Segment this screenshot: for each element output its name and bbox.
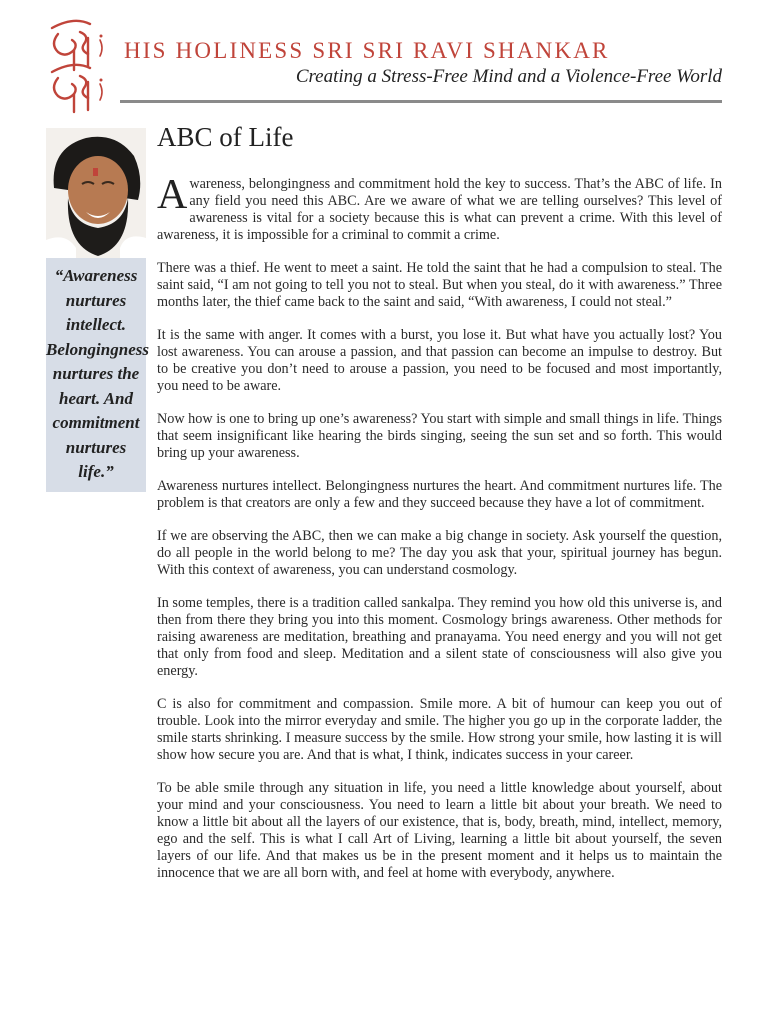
- paragraph-2: There was a thief. He went to meet a saint. He told the saint that he had a compulsion to steal. The saint said, “I am not going to tell you not to steal. But when you steal, do it with awareness.” Three months later, the thief came back to the saint and said, “With awareness, I could not steal.”: [157, 260, 722, 310]
- article-title: ABC of Life: [157, 122, 294, 152]
- paragraph-5: Awareness nurtures intellect. Belongingness nurtures the heart. And commitment nurtures life. The problem is that creators are only a few and they succeed because they have a lot of commitment.: [157, 478, 722, 511]
- sri-sri-monogram-icon: [44, 14, 116, 114]
- paragraph-3: It is the same with anger. It comes with a burst, you lose it. But what have you actually lost? You lost awareness. You can arouse a passion, and that passion can become an impulse to destroy. But to be creative you don’t need to arouse a passion, you need to be focused and most importantly, you need to be aware.: [157, 327, 722, 394]
- article-body: [157, 172, 722, 898]
- paragraph-9: To be able smile through any situation in life, you need a little knowledge about yourself, about your mind and your consciousness. You need to learn a little bit about your breath. We need to know a little bit about all the layers of our existence, that is, body, breath, mind, intellect, memory, ego and the self. This is what I call Art of Living, learning a little bit about yourself, the seven layers of our life. And that makes us be in the present moment and it helps us to maintain the innocence that we are all born with, and feel at home with everybody, anywhere.: [157, 780, 722, 881]
- paragraph-1-text: wareness, belongingness and commitment hold the key to success. That’s the ABC of life. In any field you need this ABC. Are we aware of what we are telling ourselves? This level of awareness is vital for a society because this is what can prevent a crime. With this level of awareness, it is impossible for a criminal to commit a crime.: [157, 176, 722, 243]
- drop-cap: A: [157, 172, 188, 218]
- paragraph-8: C is also for commitment and compassion. Smile more. A bit of humour can keep you out of trouble. Look into the mirror everyday and smile. The higher you go up in the corporate ladder, the smile starts shrinking. I measure success by the smile. How strong your smile, how lasting it is will show how secure you are. And that is what, I think, indicates success in your career.: [157, 696, 722, 763]
- paragraph-7: In some temples, there is a tradition called sankalpa. They remind you how old this universe is, and then from there they bring you into this moment. Cosmology brings awareness. Other methods for raising awareness are meditation, breathing and pranayama. You need energy and you will not get that only from food and sleep. Meditation and a silent state of consciousness will also give you energy.: [157, 595, 722, 679]
- author-portrait: [46, 128, 146, 258]
- paragraph-1: [157, 172, 722, 244]
- header-divider: [120, 100, 722, 103]
- paragraph-4: Now how is one to bring up one’s awareness? You start with simple and small things in life. Things that seem insignificant like hearing the birds singing, seeing the sun set and so forth. This would bring up your awareness.: [157, 411, 722, 461]
- paragraph-6: If we are observing the ABC, then we can make a big change in society. Ask yourself the question, do all people in the world belong to me? The day you ask that your, spiritual journey has begun. With this context of awareness, you can understand cosmology.: [157, 528, 722, 578]
- tagline: Creating a Stress-Free Mind and a Violence-Free World: [295, 66, 722, 87]
- org-name: HIS HOLINESS SRI SRI RAVI SHANKAR: [124, 38, 610, 63]
- pull-quote: “Awareness nurtures intellect. Belongingness nurtures the heart. And commitment nurtures life.”: [46, 266, 149, 481]
